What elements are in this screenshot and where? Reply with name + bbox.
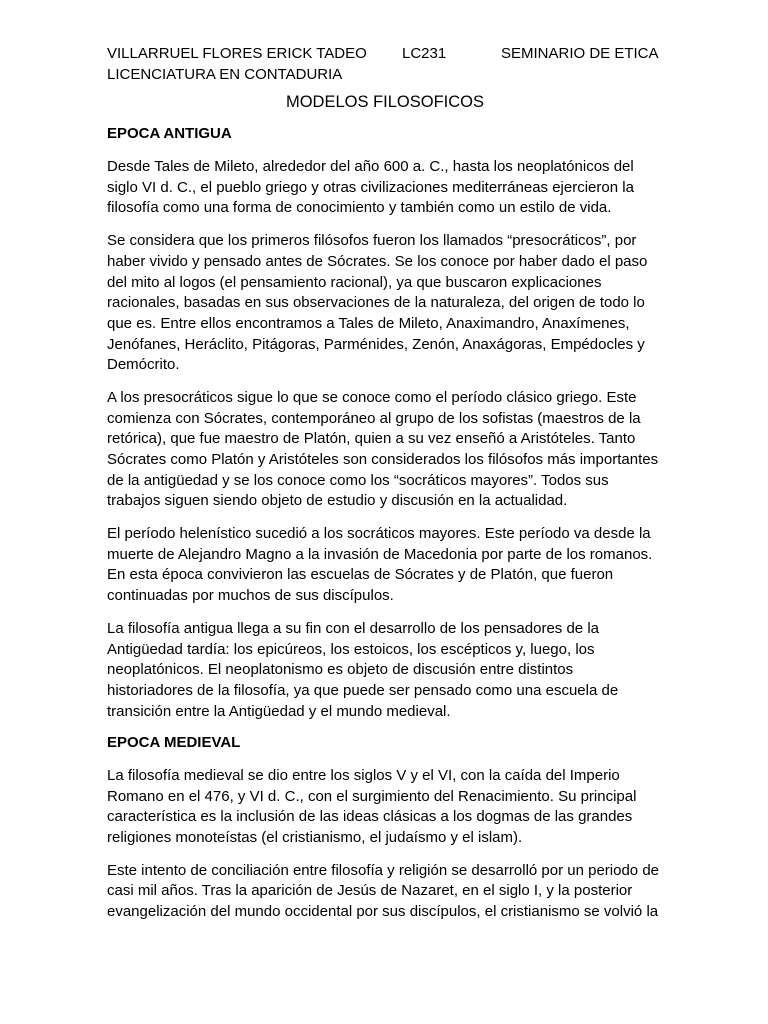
text-line: religiones monoteístas (el cristianismo, el judaísmo y el islam). <box>107 829 523 847</box>
document-header <box>107 44 663 65</box>
text-line: Romano en el 476, y VI d. C., con el surgimiento del Renacimiento. Su principal <box>107 787 637 805</box>
text-line: que es. Entre ellos encontramos a Tales de Mileto, Anaximandro, Anaxímenes, <box>107 314 630 332</box>
text-line: evangelización del mundo occidental por sus discípulos, el cristianismo se volvió la <box>107 903 659 921</box>
paragraph <box>107 861 663 923</box>
section-heading: EPOCA ANTIGUA <box>107 125 232 143</box>
text-line: característica es la inclusión de las ideas clásicas a los dogmas de las grandes <box>107 808 633 826</box>
text-line: En esta época convivieron las escuelas de Sócrates y de Platón, que fueron <box>107 566 614 584</box>
text-line: continuadas por muchos de sus discípulos. <box>107 587 394 605</box>
text-line: Se considera que los primeros filósofos fueron los llamados “presocráticos”, por <box>107 232 637 250</box>
course-name: SEMINARIO DE ETICA <box>501 45 659 62</box>
text-line: La filosofía medieval se dio entre los siglos V y el VI, con la caída del Imperio <box>107 766 620 784</box>
student-name: VILLARRUEL FLORES ERICK TADEO <box>107 45 367 62</box>
text-line: historiadores de la filosofía, ya que puede ser pensado como una escuela de <box>107 681 619 699</box>
text-line: Jenófanes, Heráclito, Pitágoras, Parménides, Zenón, Anaxágoras, Empédocles y <box>107 335 645 353</box>
paragraph <box>107 766 663 849</box>
text-line: A los presocráticos sigue lo que se conoce como el período clásico griego. Este <box>107 388 637 406</box>
text-line: Desde Tales de Mileto, alrededor del año 600 a. C., hasta los neoplatónicos del <box>107 158 634 176</box>
text-line: racionales, basadas en sus observaciones de la naturaleza, del origen de todo lo <box>107 294 645 312</box>
paragraph <box>107 524 663 607</box>
text-line: La filosofía antigua llega a su fin con el desarrollo de los pensadores de la <box>107 619 599 637</box>
text-line: transición entre la Antigüedad y el mundo medieval. <box>107 702 451 720</box>
text-line: muerte de Alejandro Magno a la invasión de Macedonia por parte de los romanos. <box>107 545 653 563</box>
document-title: MODELOS FILOSOFICOS <box>285 93 485 112</box>
text-line: siglo VI d. C., el pueblo griego y otras civilizaciones mediterráneas ejercieron la <box>107 178 634 196</box>
program-name: LICENCIATURA EN CONTADURIA <box>107 65 343 83</box>
document-content <box>107 44 663 923</box>
text-line: haber vivido y pensado antes de Sócrates. Se los conoce por haber dado el paso <box>107 252 648 270</box>
paragraph <box>107 231 663 376</box>
text-line: casi mil años. Tras la aparición de Jesús de Nazaret, en el siglo I, y la posterior <box>107 882 633 900</box>
text-line: trabajos siguen siendo objeto de estudio y discusión en la actualidad. <box>107 492 568 510</box>
group-code: LC231 <box>402 45 447 62</box>
section-heading: EPOCA MEDIEVAL <box>107 734 241 752</box>
section-epoca-antigua <box>107 124 663 722</box>
text-line: Sócrates como Platón y Aristóteles son considerados los filósofos más importantes <box>107 451 659 469</box>
text-line: Este intento de conciliación entre filosofía y religión se desarrolló por un periodo de <box>107 861 659 879</box>
text-line: de la antigüedad y se los conoce como los “socráticos mayores”. Todos sus <box>107 471 609 489</box>
text-line: retórica), que fue maestro de Platón, quien a su vez enseñó a Aristóteles. Tanto <box>107 430 636 448</box>
text-line: comienza con Sócrates, contemporáneo al grupo de los sofistas (maestros de la <box>107 409 641 427</box>
section-epoca-medieval <box>107 733 663 923</box>
text-line: Antigüedad tardía: los epicúreos, los estoicos, los escépticos y, luego, los <box>107 640 595 658</box>
paragraph <box>107 388 663 512</box>
text-line: del mito al logos (el pensamiento racional), ya que buscaron explicaciones <box>107 273 602 291</box>
text-line: Demócrito. <box>107 356 180 374</box>
text-line: El período helenístico sucedió a los socráticos mayores. Este período va desde la <box>107 525 651 543</box>
text-line: neoplatónicos. El neoplatonismo es objeto de discusión entre distintos <box>107 661 574 679</box>
text-line: filosofía como una forma de conocimiento y también como un estilo de vida. <box>107 199 612 217</box>
paragraph <box>107 619 663 722</box>
paragraph <box>107 157 663 219</box>
